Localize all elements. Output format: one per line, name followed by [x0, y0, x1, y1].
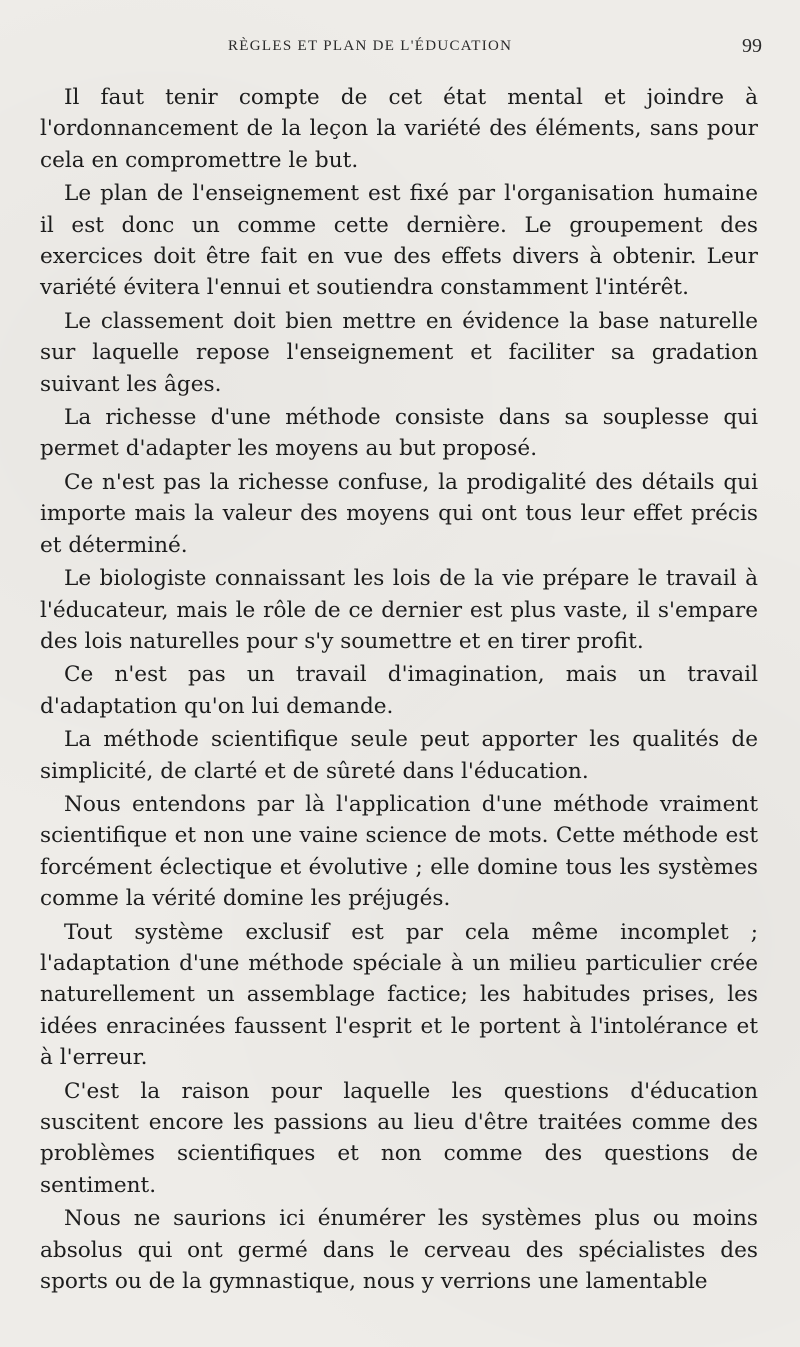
paragraph: Le classement doit bien mettre en évidence la base naturelle sur laquelle repose l'enseignement et faciliter sa gradation suivant les âges. — [40, 308, 758, 397]
paragraph: La richesse d'une méthode consiste dans sa souplesse qui permet d'adapter les moyens au but proposé. — [40, 405, 758, 462]
body-text — [40, 82, 758, 1297]
paragraph: Il faut tenir compte de cet état mental et joindre à l'ordonnancement de la leçon la variété des éléments, sans pour cela en compromettre le but. — [40, 85, 758, 173]
paragraph: Nous ne saurions ici énumérer les systèmes plus ou moins absolus qui ont germé dans le cerveau des spécialistes des sports ou de la gymnastique, nous y verrions une lamentable — [40, 1206, 758, 1295]
paragraph: Nous entendons par là l'application d'une méthode vraiment scientifique et non une vaine science de mots. Cette méthode est forcément éclectique et évolutive ; elle domine tous les systèmes comme la vérité domine les préjugés. — [40, 791, 758, 912]
paragraph: Tout système exclusif est par cela même incomplet ; l'adaptation d'une méthode spéciale à un milieu particulier crée naturellement un assemblage factice; les habitudes prises, les idées enracinées faussent l'esprit et le portent à l'intolérance et à l'erreur. — [40, 919, 758, 1071]
paragraph: Le biologiste connaissant les lois de la vie prépare le travail à l'éducateur, mais le rôle de ce dernier est plus vaste, il s'empare des lois naturelles pour s'y soumettre et en tirer profit. — [40, 566, 758, 654]
running-title: RÈGLES ET PLAN DE L'ÉDUCATION — [228, 38, 513, 54]
running-head — [0, 35, 800, 62]
page-number: 99 — [742, 35, 762, 57]
paragraph: La méthode scientifique seule peut apporter les qualités de simplicité, de clarté et de sûreté dans l'éducation. — [40, 727, 758, 784]
paragraph: Ce n'est pas la richesse confuse, la prodigalité des détails qui importe mais la valeur des moyens qui ont tous leur effet précis et déterminé. — [40, 469, 758, 558]
paragraph: Le plan de l'enseignement est fixé par l'organisation humaine il est donc un comme cette dernière. Le groupement des exercices doit être fait en vue des effets divers à obtenir. Leur variété évitera l'ennui et soutiendra constamment l'intérêt. — [40, 181, 758, 301]
paragraph: C'est la raison pour laquelle les questions d'éducation suscitent encore les passions au lieu d'être traitées comme des problèmes scientifiques et non comme des questions de sentiment. — [40, 1078, 758, 1198]
paragraph: Ce n'est pas un travail d'imagination, mais un travail d'adaptation qu'on lui demande. — [40, 662, 758, 719]
